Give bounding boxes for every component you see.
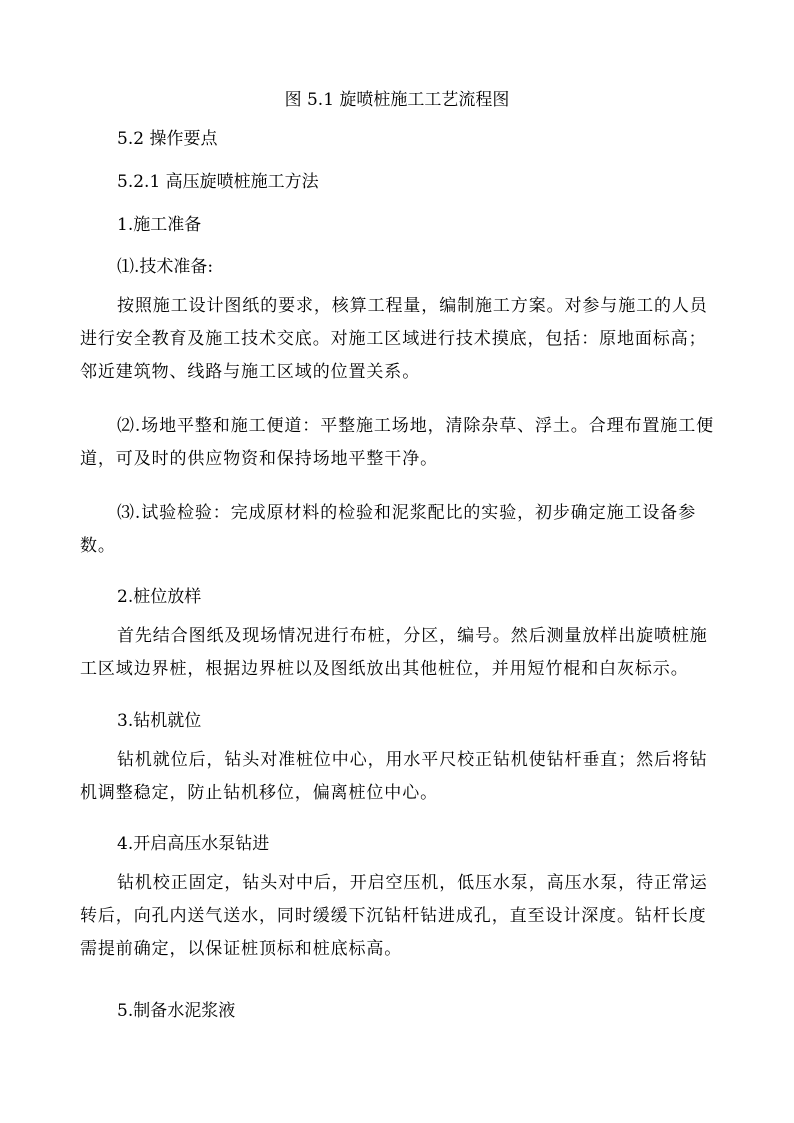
step-3-title: 3.钻机就位	[117, 711, 202, 731]
step-1-item-3-paragraph: ⑶.试验检验：完成原材料的检验和泥浆配比的实验，初步确定施工设备参数。	[80, 503, 697, 556]
step-5-title: 5.制备水泥浆液	[117, 1001, 236, 1021]
step-1-title: 1.施工准备	[117, 215, 202, 235]
section-title: 5.2 操作要点	[117, 129, 218, 149]
step-3-paragraph: 钻机就位后，钻头对准桩位中心，用水平尺校正钻机使钻杆垂直；然后将钻机调整稳定，防止钻机移位，偏离桩位中心。	[80, 750, 708, 803]
step-2-title: 2.桩位放样	[117, 587, 202, 607]
step-2-paragraph: 首先结合图纸及现场情况进行布桩，分区，编号。然后测量放样出旋喷桩施工区域边界桩，根据边界桩以及图纸放出其他桩位，并用短竹棍和白灰标示。	[80, 626, 708, 679]
step-1-item-1-paragraph: 按照施工设计图纸的要求，核算工程量，编制施工方案。对参与施工的人员进行安全教育及施工技术交底。对施工区域进行技术摸底，包括：原地面标高；邻近建筑物、线路与施工区域的位置关系。	[80, 296, 708, 382]
step-4-title: 4.开启高压水泵钻进	[117, 834, 270, 854]
figure-caption: 图 5.1 旋喷桩施工工艺流程图	[284, 90, 510, 110]
step-1-item-1-title: ⑴.技术准备:	[117, 257, 214, 277]
step-1-item-2-paragraph: ⑵.场地平整和施工便道：平整施工场地，清除杂草、浮土。合理布置施工便道，可及时的供应物资和保持场地平整干净。	[80, 416, 715, 469]
subsection-title: 5.2.1 高压旋喷桩施工方法	[117, 172, 319, 192]
step-4-paragraph: 钻机校正固定，钻头对中后，开启空压机，低压水泵，高压水泵，待正常运转后，向孔内送气送水，同时缓缓下沉钻杆钻进成孔，直至设计深度。钻杆长度需提前确定，以保证桩顶标和桩底标高。	[80, 873, 708, 959]
